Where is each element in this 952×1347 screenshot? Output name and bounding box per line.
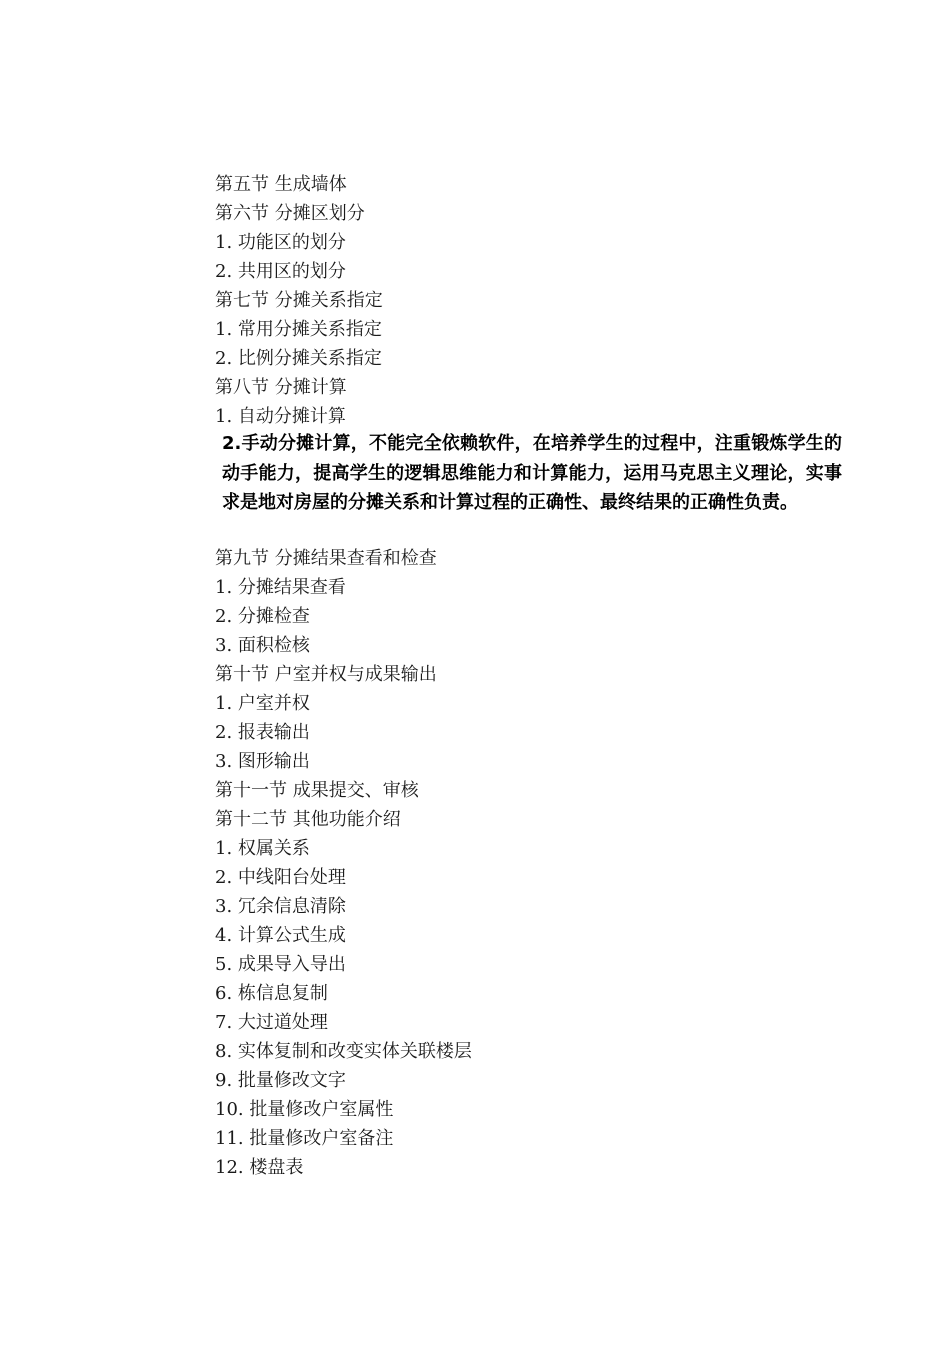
list-item: 3. 面积检核 xyxy=(215,635,310,656)
list-item: 2. 分摊检查 xyxy=(215,606,310,627)
list-item: 1. 分摊结果查看 xyxy=(215,577,346,598)
list-item: 2. 共用区的划分 xyxy=(215,261,346,282)
section-heading: 第十节 户室并权与成果输出 xyxy=(215,664,437,685)
list-item: 9. 批量修改文字 xyxy=(215,1070,346,1091)
list-item: 1. 权属关系 xyxy=(215,838,310,859)
section-heading: 第七节 分摊关系指定 xyxy=(215,290,383,311)
list-item: 1. 自动分摊计算 xyxy=(215,406,346,427)
list-item: 12. 楼盘表 xyxy=(215,1157,304,1178)
outline-list-top xyxy=(215,170,855,431)
list-item: 2. 报表输出 xyxy=(215,722,310,743)
section-heading: 第九节 分摊结果查看和检查 xyxy=(215,548,437,569)
list-item: 3. 冗余信息清除 xyxy=(215,896,346,917)
list-item: 3. 图形输出 xyxy=(215,751,310,772)
list-item: 11. 批量修改户室备注 xyxy=(215,1128,394,1149)
list-item: 1. 常用分摊关系指定 xyxy=(215,319,382,340)
section-heading: 第十一节 成果提交、审核 xyxy=(215,780,419,801)
bold-paragraph: 2.手动分摊计算，不能完全依赖软件，在培养学生的过程中，注重锻炼学生的动手能力，提高学生的逻辑思维能力和计算能力，运用马克思主义理论，实事求是地对房屋的分摊关系和计算过程的正确性、最终结果的正确性负责。 xyxy=(222,433,842,513)
outline-list-bottom xyxy=(215,544,855,1182)
list-item: 6. 栋信息复制 xyxy=(215,983,328,1004)
list-item: 1. 功能区的划分 xyxy=(215,232,346,253)
list-item: 7. 大过道处理 xyxy=(215,1012,328,1033)
list-item: 2. 中线阳台处理 xyxy=(215,867,346,888)
section-heading: 第五节 生成墙体 xyxy=(215,174,347,195)
list-item: 5. 成果导入导出 xyxy=(215,954,346,975)
list-item: 4. 计算公式生成 xyxy=(215,925,346,946)
section-heading: 第八节 分摊计算 xyxy=(215,377,347,398)
list-item: 1. 户室并权 xyxy=(215,693,310,714)
section-heading: 第六节 分摊区划分 xyxy=(215,203,365,224)
list-item: 10. 批量修改户室属性 xyxy=(215,1099,394,1120)
section-heading: 第十二节 其他功能介绍 xyxy=(215,809,401,830)
list-item: 8. 实体复制和改变实体关联楼层 xyxy=(215,1041,472,1062)
list-item: 2. 比例分摊关系指定 xyxy=(215,348,382,369)
